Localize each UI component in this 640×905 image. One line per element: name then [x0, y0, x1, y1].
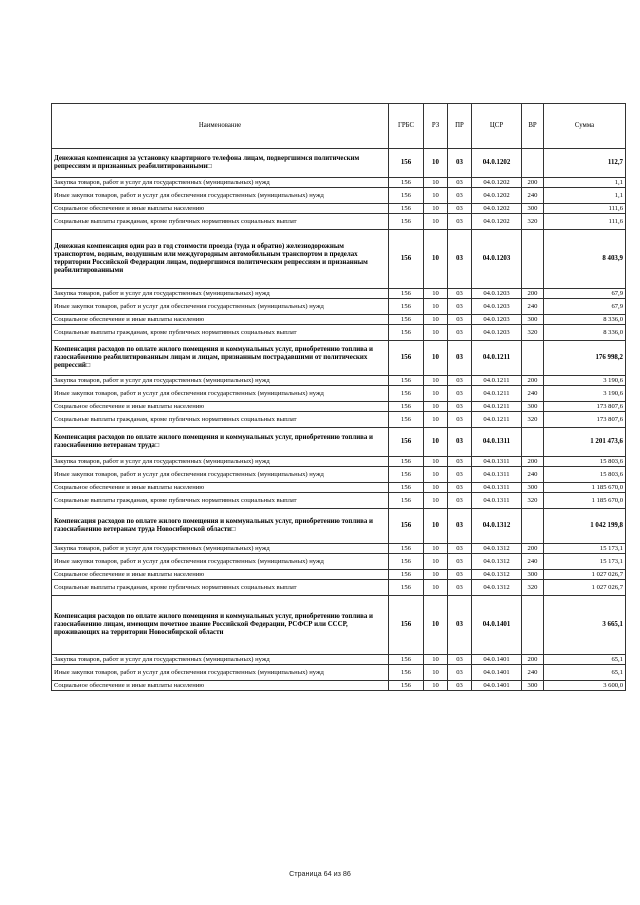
- cell-pr: 03: [448, 483, 472, 493]
- cell-name: Компенсация расходов по оплате жилого помещения и коммунальных услуг, приобретению топлива и газоснабжению лицам, имеющим почетное звание Российской Федерации, РСФСР или СССР, проживающих на территории Новосибирской области: [52, 596, 389, 655]
- header-vr: ВР: [522, 104, 544, 149]
- cell-name: Социальные выплаты гражданам, кроме публичных нормативных социальных выплат: [52, 580, 389, 596]
- cell-rz: 10: [424, 386, 448, 402]
- cell-name: Социальное обеспечение и иные выплаты населению: [52, 681, 389, 691]
- cell-name: Социальные выплаты гражданам, кроме публичных нормативных социальных выплат: [52, 493, 389, 509]
- cell-rz: 10: [424, 554, 448, 570]
- cell-sum: 1 042 199,8: [544, 509, 626, 544]
- cell-rz: 10: [424, 596, 448, 655]
- cell-grbs: 156: [389, 386, 424, 402]
- cell-pr: 03: [448, 230, 472, 289]
- header-pr: ПР: [448, 104, 472, 149]
- cell-vr: 320: [522, 580, 544, 596]
- cell-name: Закупка товаров, работ и услуг для государственных (муниципальных) нужд: [52, 544, 389, 554]
- cell-csr: 04.0.1211: [472, 376, 522, 386]
- cell-grbs: 156: [389, 230, 424, 289]
- cell-rz: 10: [424, 493, 448, 509]
- cell-name: Иные закупки товаров, работ и услуг для обеспечения государственных (муниципальных) нужд: [52, 467, 389, 483]
- cell-vr: 240: [522, 188, 544, 204]
- cell-rz: 10: [424, 509, 448, 544]
- cell-sum: 65,1: [544, 665, 626, 681]
- cell-vr: 300: [522, 681, 544, 691]
- cell-rz: 10: [424, 544, 448, 554]
- cell-grbs: 156: [389, 412, 424, 428]
- header-grbs: ГРБС: [389, 104, 424, 149]
- header-sum: Сумма: [544, 104, 626, 149]
- cell-rz: 10: [424, 325, 448, 341]
- cell-name: Социальное обеспечение и иные выплаты населению: [52, 570, 389, 580]
- cell-grbs: 156: [389, 580, 424, 596]
- cell-sum: 67,9: [544, 299, 626, 315]
- cell-pr: 03: [448, 376, 472, 386]
- cell-sum: 3 190,6: [544, 376, 626, 386]
- cell-rz: 10: [424, 188, 448, 204]
- cell-pr: 03: [448, 214, 472, 230]
- cell-pr: 03: [448, 554, 472, 570]
- cell-vr: 320: [522, 214, 544, 230]
- table-row: [52, 580, 626, 596]
- cell-name: Иные закупки товаров, работ и услуг для обеспечения государственных (муниципальных) нужд: [52, 665, 389, 681]
- table-header-row: [52, 104, 626, 149]
- cell-sum: 65,1: [544, 655, 626, 665]
- cell-grbs: 156: [389, 188, 424, 204]
- table-row: [52, 467, 626, 483]
- cell-name: Денежная компенсация один раз в год стоимости проезда (туда и обратно) железнодорожным транспортом, водным, воздушным или междугородным автомобильным транспортом в пределах территории Российской Федерации лицам, подвергшимся политическим репрессиям и признанным реабилитированными: [52, 230, 389, 289]
- table-row: [52, 178, 626, 188]
- cell-rz: 10: [424, 580, 448, 596]
- table-row: [52, 655, 626, 665]
- table-row: [52, 230, 626, 289]
- cell-grbs: 156: [389, 315, 424, 325]
- cell-sum: 1 027 026,7: [544, 580, 626, 596]
- cell-csr: 04.0.1312: [472, 580, 522, 596]
- table-row: [52, 402, 626, 412]
- cell-pr: 03: [448, 149, 472, 178]
- cell-csr: 04.0.1211: [472, 386, 522, 402]
- cell-csr: 04.0.1203: [472, 289, 522, 299]
- cell-sum: 1,1: [544, 178, 626, 188]
- cell-pr: 03: [448, 341, 472, 376]
- cell-sum: 67,9: [544, 289, 626, 299]
- cell-rz: 10: [424, 376, 448, 386]
- cell-sum: 8 336,0: [544, 325, 626, 341]
- cell-rz: 10: [424, 289, 448, 299]
- cell-grbs: 156: [389, 655, 424, 665]
- cell-name: Компенсация расходов по оплате жилого помещения и коммунальных услуг, приобретению топлива и газоснабжению реабилитированным лицам и лицам, признанным пострадавшими от политических репрессий□: [52, 341, 389, 376]
- cell-sum: 8 336,0: [544, 315, 626, 325]
- cell-sum: 15 803,6: [544, 467, 626, 483]
- cell-grbs: 156: [389, 204, 424, 214]
- cell-csr: 04.0.1203: [472, 230, 522, 289]
- cell-rz: 10: [424, 570, 448, 580]
- table-row: [52, 299, 626, 315]
- cell-rz: 10: [424, 178, 448, 188]
- cell-sum: 111,6: [544, 214, 626, 230]
- cell-csr: 04.0.1401: [472, 665, 522, 681]
- cell-name: Компенсация расходов по оплате жилого помещения и коммунальных услуг, приобретению топлива и газоснабжению ветеранам труда Новосибирской области□: [52, 509, 389, 544]
- table-row: [52, 483, 626, 493]
- cell-name: Социальное обеспечение и иные выплаты населению: [52, 315, 389, 325]
- table-row: [52, 596, 626, 655]
- cell-vr: 240: [522, 665, 544, 681]
- cell-grbs: 156: [389, 299, 424, 315]
- cell-vr: 300: [522, 570, 544, 580]
- cell-csr: 04.0.1311: [472, 493, 522, 509]
- cell-pr: 03: [448, 467, 472, 483]
- table-row: [52, 149, 626, 178]
- cell-vr: 240: [522, 386, 544, 402]
- cell-vr: 300: [522, 402, 544, 412]
- cell-vr: 320: [522, 493, 544, 509]
- cell-vr: 200: [522, 376, 544, 386]
- cell-csr: 04.0.1203: [472, 299, 522, 315]
- cell-sum: 8 403,9: [544, 230, 626, 289]
- cell-csr: 04.0.1202: [472, 214, 522, 230]
- table-row: [52, 509, 626, 544]
- table-row: [52, 386, 626, 402]
- cell-pr: 03: [448, 315, 472, 325]
- cell-rz: 10: [424, 315, 448, 325]
- cell-pr: 03: [448, 204, 472, 214]
- cell-name: Закупка товаров, работ и услуг для государственных (муниципальных) нужд: [52, 457, 389, 467]
- table-row: [52, 544, 626, 554]
- cell-csr: 04.0.1202: [472, 204, 522, 214]
- cell-sum: 173 807,6: [544, 412, 626, 428]
- table-row: [52, 457, 626, 467]
- cell-sum: 111,6: [544, 204, 626, 214]
- cell-vr: 200: [522, 655, 544, 665]
- cell-pr: 03: [448, 570, 472, 580]
- cell-name: Закупка товаров, работ и услуг для государственных (муниципальных) нужд: [52, 376, 389, 386]
- cell-name: Закупка товаров, работ и услуг для государственных (муниципальных) нужд: [52, 178, 389, 188]
- cell-rz: 10: [424, 299, 448, 315]
- cell-rz: 10: [424, 214, 448, 230]
- page-number: Страница 64 из 86: [289, 869, 351, 878]
- cell-csr: 04.0.1202: [472, 178, 522, 188]
- cell-vr: [522, 596, 544, 655]
- cell-vr: [522, 230, 544, 289]
- cell-pr: 03: [448, 580, 472, 596]
- budget-table: [51, 103, 626, 691]
- cell-rz: 10: [424, 402, 448, 412]
- cell-name: Иные закупки товаров, работ и услуг для обеспечения государственных (муниципальных) нужд: [52, 188, 389, 204]
- cell-sum: 176 998,2: [544, 341, 626, 376]
- cell-csr: 04.0.1311: [472, 457, 522, 467]
- cell-grbs: 156: [389, 554, 424, 570]
- cell-name: Социальное обеспечение и иные выплаты населению: [52, 483, 389, 493]
- cell-grbs: 156: [389, 325, 424, 341]
- cell-pr: 03: [448, 412, 472, 428]
- table-row: [52, 376, 626, 386]
- cell-grbs: 156: [389, 570, 424, 580]
- cell-vr: 200: [522, 544, 544, 554]
- cell-rz: 10: [424, 412, 448, 428]
- cell-pr: 03: [448, 188, 472, 204]
- table-row: [52, 493, 626, 509]
- cell-grbs: 156: [389, 665, 424, 681]
- cell-csr: 04.0.1203: [472, 325, 522, 341]
- cell-rz: 10: [424, 655, 448, 665]
- cell-name: Закупка товаров, работ и услуг для государственных (муниципальных) нужд: [52, 655, 389, 665]
- cell-pr: 03: [448, 457, 472, 467]
- cell-csr: 04.0.1401: [472, 655, 522, 665]
- cell-grbs: 156: [389, 376, 424, 386]
- table-row: [52, 681, 626, 691]
- cell-sum: 173 807,6: [544, 402, 626, 412]
- cell-vr: [522, 341, 544, 376]
- cell-rz: 10: [424, 457, 448, 467]
- cell-sum: 15 803,6: [544, 457, 626, 467]
- cell-csr: 04.0.1401: [472, 596, 522, 655]
- cell-grbs: 156: [389, 289, 424, 299]
- cell-sum: 3 600,0: [544, 681, 626, 691]
- cell-pr: 03: [448, 509, 472, 544]
- cell-rz: 10: [424, 467, 448, 483]
- cell-rz: 10: [424, 665, 448, 681]
- cell-grbs: 156: [389, 402, 424, 412]
- table-row: [52, 665, 626, 681]
- cell-vr: 300: [522, 483, 544, 493]
- cell-pr: 03: [448, 325, 472, 341]
- cell-csr: 04.0.1312: [472, 544, 522, 554]
- cell-vr: [522, 509, 544, 544]
- cell-name: Социальное обеспечение и иные выплаты населению: [52, 402, 389, 412]
- cell-vr: 240: [522, 299, 544, 315]
- cell-grbs: 156: [389, 681, 424, 691]
- cell-pr: 03: [448, 665, 472, 681]
- cell-pr: 03: [448, 402, 472, 412]
- cell-sum: 15 173,1: [544, 544, 626, 554]
- cell-csr: 04.0.1311: [472, 428, 522, 457]
- table-row: [52, 214, 626, 230]
- cell-pr: 03: [448, 655, 472, 665]
- cell-name: Иные закупки товаров, работ и услуг для обеспечения государственных (муниципальных) нужд: [52, 299, 389, 315]
- cell-csr: 04.0.1202: [472, 188, 522, 204]
- cell-rz: 10: [424, 204, 448, 214]
- cell-grbs: 156: [389, 149, 424, 178]
- cell-pr: 03: [448, 386, 472, 402]
- cell-vr: 320: [522, 412, 544, 428]
- table-row: [52, 325, 626, 341]
- cell-pr: 03: [448, 493, 472, 509]
- cell-grbs: 156: [389, 467, 424, 483]
- cell-name: Компенсация расходов по оплате жилого помещения и коммунальных услуг, приобретению топлива и газоснабжению ветеранам труда□: [52, 428, 389, 457]
- header-csr: ЦСР: [472, 104, 522, 149]
- table-row: [52, 570, 626, 580]
- cell-vr: [522, 428, 544, 457]
- cell-pr: 03: [448, 544, 472, 554]
- cell-sum: 3 665,1: [544, 596, 626, 655]
- cell-rz: 10: [424, 483, 448, 493]
- table-row: [52, 341, 626, 376]
- cell-sum: 3 190,6: [544, 386, 626, 402]
- table-row: [52, 188, 626, 204]
- cell-vr: 200: [522, 289, 544, 299]
- cell-grbs: 156: [389, 341, 424, 376]
- cell-rz: 10: [424, 230, 448, 289]
- cell-grbs: 156: [389, 457, 424, 467]
- cell-grbs: 156: [389, 178, 424, 188]
- cell-rz: 10: [424, 149, 448, 178]
- cell-grbs: 156: [389, 428, 424, 457]
- cell-name: Социальные выплаты гражданам, кроме публичных нормативных социальных выплат: [52, 325, 389, 341]
- cell-vr: 300: [522, 315, 544, 325]
- cell-grbs: 156: [389, 544, 424, 554]
- cell-name: Денежная компенсация за установку квартирного телефона лицам, подвергшимся политическим репрессиям и признанных реабилитированными□: [52, 149, 389, 178]
- cell-vr: 240: [522, 467, 544, 483]
- cell-rz: 10: [424, 681, 448, 691]
- cell-sum: 1 185 670,0: [544, 483, 626, 493]
- cell-vr: 200: [522, 457, 544, 467]
- cell-csr: 04.0.1312: [472, 570, 522, 580]
- cell-pr: 03: [448, 596, 472, 655]
- cell-vr: [522, 149, 544, 178]
- cell-csr: 04.0.1312: [472, 554, 522, 570]
- cell-csr: 04.0.1312: [472, 509, 522, 544]
- cell-csr: 04.0.1311: [472, 483, 522, 493]
- cell-name: Социальные выплаты гражданам, кроме публичных нормативных социальных выплат: [52, 412, 389, 428]
- cell-vr: 320: [522, 325, 544, 341]
- cell-csr: 04.0.1401: [472, 681, 522, 691]
- cell-grbs: 156: [389, 483, 424, 493]
- cell-sum: 15 173,1: [544, 554, 626, 570]
- cell-grbs: 156: [389, 596, 424, 655]
- cell-name: Социальное обеспечение и иные выплаты населению: [52, 204, 389, 214]
- cell-grbs: 156: [389, 214, 424, 230]
- cell-name: Иные закупки товаров, работ и услуг для обеспечения государственных (муниципальных) нужд: [52, 386, 389, 402]
- header-name: Наименование: [52, 104, 389, 149]
- table-row: [52, 204, 626, 214]
- cell-csr: 04.0.1211: [472, 341, 522, 376]
- cell-pr: 03: [448, 299, 472, 315]
- cell-pr: 03: [448, 681, 472, 691]
- cell-sum: 1 185 670,0: [544, 493, 626, 509]
- table-row: [52, 554, 626, 570]
- cell-csr: 04.0.1211: [472, 402, 522, 412]
- cell-sum: 1 201 473,6: [544, 428, 626, 457]
- cell-pr: 03: [448, 178, 472, 188]
- header-rz: РЗ: [424, 104, 448, 149]
- cell-sum: 1,1: [544, 188, 626, 204]
- cell-csr: 04.0.1211: [472, 412, 522, 428]
- table-row: [52, 315, 626, 325]
- cell-name: Социальные выплаты гражданам, кроме публичных нормативных социальных выплат: [52, 214, 389, 230]
- cell-name: Иные закупки товаров, работ и услуг для обеспечения государственных (муниципальных) нужд: [52, 554, 389, 570]
- table-row: [52, 412, 626, 428]
- cell-grbs: 156: [389, 493, 424, 509]
- table-row: [52, 428, 626, 457]
- cell-vr: 240: [522, 554, 544, 570]
- cell-rz: 10: [424, 341, 448, 376]
- cell-sum: 1 027 026,7: [544, 570, 626, 580]
- cell-grbs: 156: [389, 509, 424, 544]
- table-row: [52, 289, 626, 299]
- cell-csr: 04.0.1311: [472, 467, 522, 483]
- cell-pr: 03: [448, 428, 472, 457]
- cell-vr: 200: [522, 178, 544, 188]
- cell-csr: 04.0.1203: [472, 315, 522, 325]
- cell-name: Закупка товаров, работ и услуг для государственных (муниципальных) нужд: [52, 289, 389, 299]
- cell-rz: 10: [424, 428, 448, 457]
- cell-pr: 03: [448, 289, 472, 299]
- cell-sum: 112,7: [544, 149, 626, 178]
- cell-vr: 300: [522, 204, 544, 214]
- cell-csr: 04.0.1202: [472, 149, 522, 178]
